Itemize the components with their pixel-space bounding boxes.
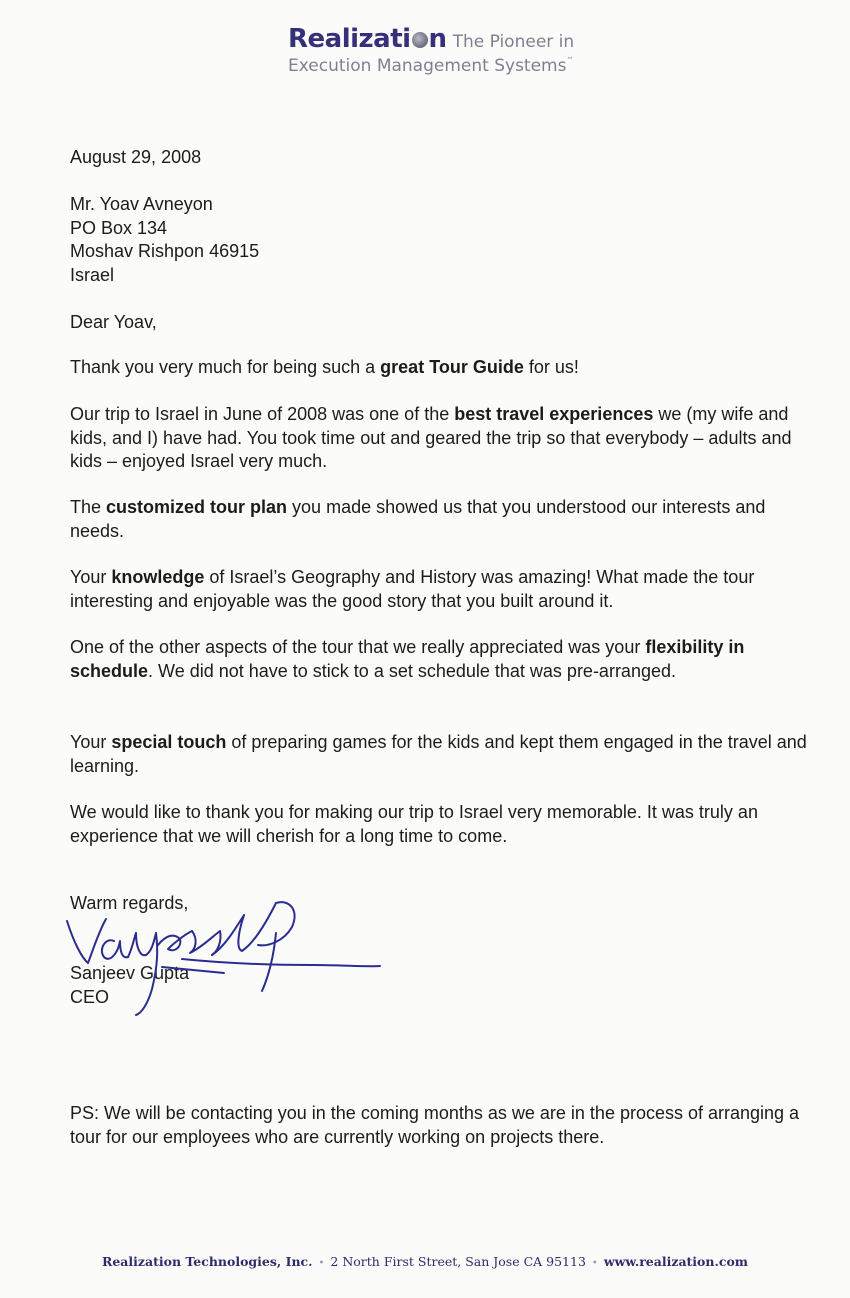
brand-tagline: The Pioneer in [452, 32, 575, 52]
p5-text: One of the other aspects of the tour that we really appreciated was your [70, 637, 646, 657]
p2-emphasis: best travel experiences [454, 404, 654, 424]
footer-separator: • [591, 1258, 598, 1269]
brand-suffix: n [428, 24, 447, 54]
paragraph-6 [70, 731, 810, 778]
company-logo [288, 24, 447, 54]
p4-text: Your [70, 567, 112, 587]
p3-text: The [70, 497, 107, 517]
footer-website: www.realization.com [603, 1254, 749, 1269]
p6-text-end: of preparing games for the kids and kept them engaged in the travel and learning. [70, 732, 807, 776]
p4-text-end: of Israel’s Geography and History was amazing! What made the tour interesting and enjoyable was the good story that you built around it. [70, 567, 755, 611]
p6-emphasis: special touch [111, 732, 227, 752]
letter-footer [0, 1254, 850, 1269]
recipient-name: Mr. Yoav Avneyon [70, 194, 213, 214]
footer-separator: • [318, 1258, 325, 1269]
signer-title: CEO [70, 986, 110, 1007]
address-line-2: Moshav Rishpon 46915 [70, 241, 260, 261]
p3-text-end: you made showed us that you understood our interests and needs. [70, 497, 766, 541]
p5-emphasis: flexibility in schedule [70, 637, 745, 681]
letter-date: August 29, 2008 [70, 147, 202, 167]
address-country: Israel [70, 264, 115, 285]
p2-text: Our trip to Israel in June of 2008 was one of the [70, 404, 455, 424]
logo-sphere-icon [412, 32, 428, 48]
p2-text-end: we (my wife and kids, and I) have had. You took time out and geared the trip so that everybody – adults and kids – enjoyed Israel very much. [70, 404, 792, 471]
closing: Warm regards, [70, 893, 189, 913]
brand-line [288, 24, 618, 54]
brand-subline-text: Execution Management Systems [288, 56, 567, 76]
p5-text-end: . We did not have to stick to a set schedule that was pre-arranged. [148, 660, 676, 681]
brand-prefix: Realizati [288, 24, 411, 54]
address-line-1: PO Box 134 [70, 217, 168, 238]
paragraph-5 [70, 636, 810, 683]
p1-text: Thank you very much for being such a [70, 357, 381, 377]
p1-emphasis: great Tour Guide [380, 357, 524, 377]
footer-address: 2 North First Street, San Jose CA 95113 [330, 1254, 586, 1269]
paragraph-4 [70, 566, 810, 613]
footer-company: Realization Technologies, Inc. [101, 1254, 313, 1269]
p4-emphasis: knowledge [111, 567, 205, 587]
p3-emphasis: customized tour plan [106, 497, 288, 517]
handwritten-signature-icon [62, 893, 392, 1018]
postscript: PS: We will be contacting you in the coming months as we are in the process of arranging a tour for our employees who are currently working on projects there. [70, 1103, 800, 1147]
paragraph-1 [70, 356, 810, 380]
signer-name: Sanjeev Gupta [70, 963, 190, 983]
paragraph-2 [70, 403, 810, 474]
brand-subline [288, 56, 618, 76]
p1-text-end: for us! [523, 357, 579, 377]
recipient-address [70, 193, 810, 287]
p6-text: Your [70, 732, 112, 752]
salutation: Dear Yoav, [70, 312, 157, 332]
trademark-symbol: ™ [566, 56, 574, 64]
letterhead [288, 24, 618, 80]
paragraph-7: We would like to thank you for making our trip to Israel very memorable. It was truly an experience that we will cherish for a long time to come. [70, 802, 758, 846]
paragraph-3 [70, 496, 810, 543]
